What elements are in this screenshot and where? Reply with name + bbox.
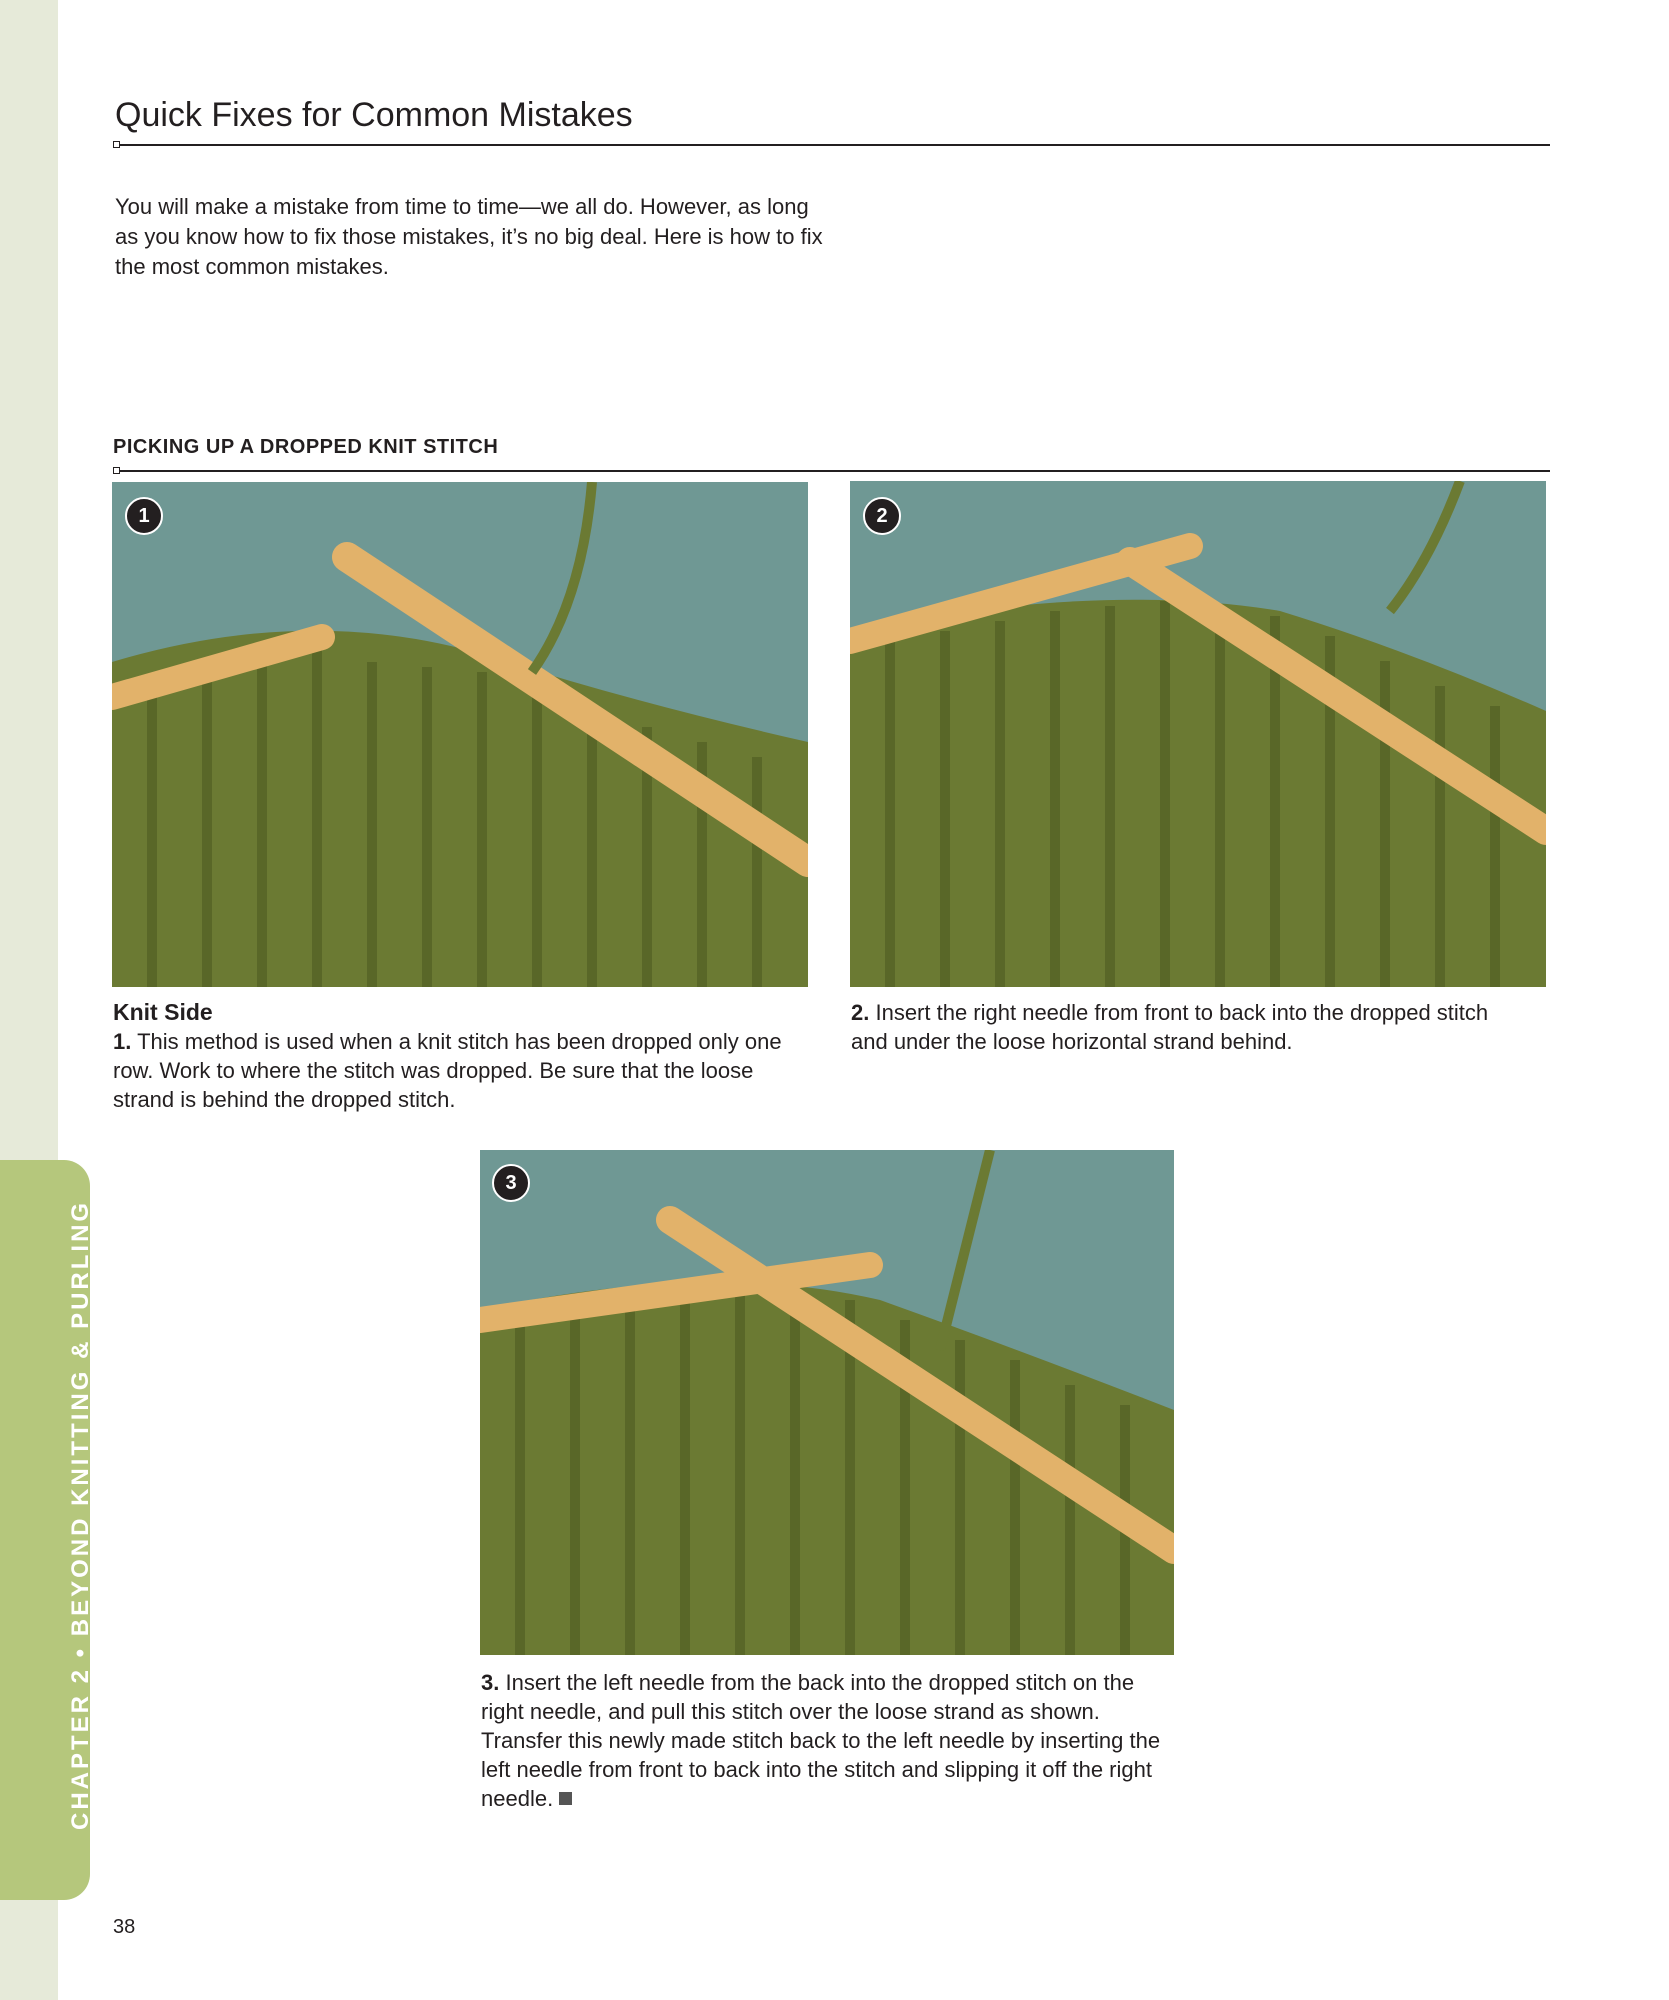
step-3-caption <box>481 1668 1161 1813</box>
step-2-caption <box>851 998 1511 1056</box>
step-2-text: Insert the right needle from front to back into the dropped stitch and under the loose horizontal strand behind. <box>851 1000 1489 1054</box>
title-rule <box>118 144 1550 146</box>
section-heading: PICKING UP A DROPPED KNIT STITCH <box>113 436 499 458</box>
step-1-heading: Knit Side <box>113 999 213 1025</box>
step-3-number: 3. <box>481 1670 500 1695</box>
step-2-badge: 2 <box>863 497 901 535</box>
chapter-label: CHAPTER 2 • BEYOND KNITTING & PURLING <box>67 1199 94 1830</box>
step-1-badge: 1 <box>125 497 163 535</box>
page-number: 38 <box>113 1916 136 1938</box>
intro-paragraph: You will make a mistake from time to time—we all do. However, as long as you know how to fix those mistakes, it’s no big deal. Here is how to fix the most common mistakes. <box>115 194 823 279</box>
step-1-text: This method is used when a knit stitch has been dropped only one row. Work to where the stitch was dropped. Be sure that the loose strand is behind the dropped stitch. <box>113 1029 782 1112</box>
step-3-text: Insert the left needle from the back into the dropped stitch on the right needle, and pull this stitch over the loose strand as shown. Transfer this newly made stitch back to the left needle by inserting the left needle from front to back into the stitch and slipping it off the right needle. <box>481 1670 1161 1811</box>
section-rule <box>118 470 1550 472</box>
step-1-caption <box>113 998 803 1114</box>
step-2-number: 2. <box>851 1000 870 1025</box>
end-mark-icon <box>559 1792 572 1805</box>
section-rule-dot <box>113 467 120 474</box>
step-3-badge: 3 <box>492 1164 530 1202</box>
page-title: Quick Fixes for Common Mistakes <box>115 96 633 134</box>
step-3-photo <box>480 1150 1174 1655</box>
step-2-photo <box>850 481 1546 987</box>
step-1-photo <box>112 482 808 987</box>
step-1-number: 1. <box>113 1029 132 1054</box>
title-rule-dot <box>113 141 120 148</box>
